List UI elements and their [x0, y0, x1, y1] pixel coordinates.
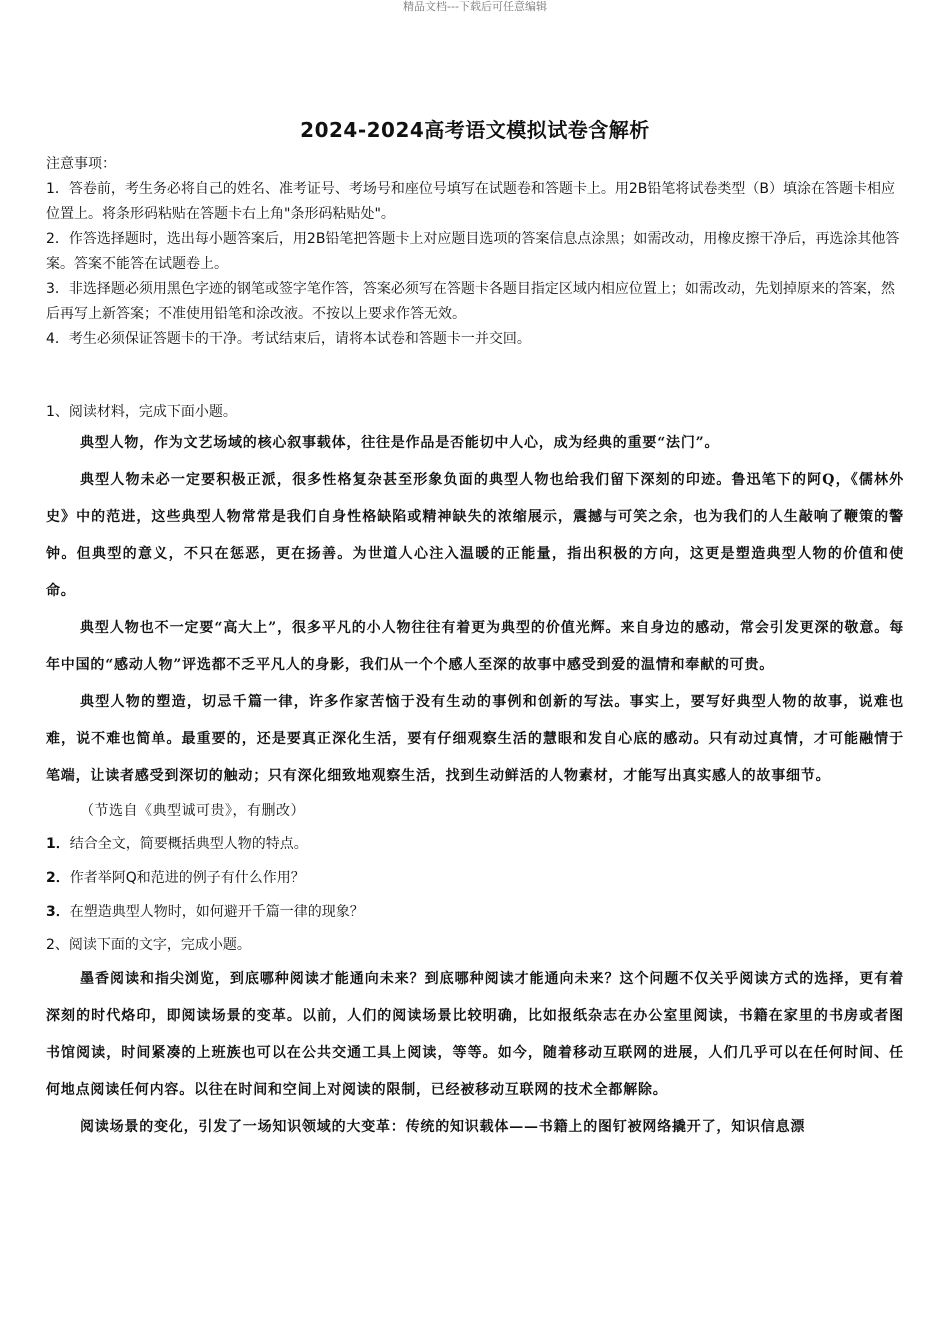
sub-question-number: 1． — [46, 836, 70, 852]
passage-paragraph: 典型人物也不一定要“高大上”，很多平凡的小人物往往有着更为典型的价值光辉。来自身边的感动，常会引发更深的敬意。每年中国的“感动人物”评选都不乏平凡人的身影，我们从一个个感人至深的故事中感受到爱的温情和奉献的可贵。 — [46, 620, 904, 673]
sub-question — [46, 861, 904, 895]
page-title: 2024-2024高考语文模拟试卷含解析 — [300, 118, 650, 142]
sub-question-text: 在塑造典型人物时，如何避开千篇一律的现象？ — [69, 904, 364, 920]
question-body — [46, 399, 904, 1146]
notice-item: 1．答卷前，考生务必将自己的姓名、准考证号、考场号和座位号填写在试题卷和答题卡上。用2B铅笔将试卷类型（B）填涂在答题卡相应位置上。将条形码粘贴在答题卡右上角"条形码粘贴处"。 — [46, 181, 896, 222]
sub-question-number: 3． — [46, 904, 70, 920]
passage-paragraph: 典型人物，作为文艺场域的核心叙事载体，往往是作品是否能切中人心，成为经典的重要“法门”。 — [80, 435, 720, 451]
question-2-heading: 2、阅读下面的文字，完成小题。 — [46, 937, 251, 953]
passage-paragraph: 阅读场景的变化，引发了一场知识领域的大变革：传统的知识载体——书籍上的图钉被网络撬开了，知识信息漂 — [80, 1119, 806, 1135]
notice-section — [46, 152, 906, 352]
notice-item: 2．作答选择题时，选出每小题答案后，用2B铅笔把答题卡上对应题目选项的答案信息点涂黑；如需改动，用橡皮擦干净后，再选涂其他答案。答案不能答在试题卷上。 — [46, 231, 900, 272]
sub-question-text: 结合全文，简要概括典型人物的特点。 — [69, 836, 308, 852]
notice-heading: 注意事项： — [46, 156, 116, 172]
notice-item: 3．非选择题必须用黑色字迹的钢笔或签字笔作答，答案必须写在答题卡各题目指定区域内相应位置上；如需改动，先划掉原来的答案，然后再写上新答案；不准使用铅笔和涂改液。不按以上要求作答无效。 — [46, 281, 895, 322]
sub-question — [46, 827, 904, 861]
watermark: 精品文档---下载后可任意编辑 — [403, 0, 547, 13]
sub-question — [46, 895, 904, 929]
notice-item: 4．考生必须保证答题卡的干净。考试结束后，请将本试卷和答题卡一并交回。 — [46, 331, 531, 347]
passage-paragraph: 墨香阅读和指尖浏览，到底哪种阅读才能通向未来？到底哪种阅读才能通向未来？这个问题不仅关乎阅读方式的选择，更有着深刻的时代烙印，即阅读场景的变革。以前，人们的阅读场景比较明确，比如报纸杂志在办公室里阅读，书籍在家里的书房或者图书馆阅读，时间紧凑的上班族也可以在公共交通工具上阅读，等等。如今，随着移动互联网的进展，人们几乎可以在任何时间、任何地点阅读任何内容。以往在时间和空间上对阅读的限制，已经被移动互联网的技术全都解除。 — [46, 971, 904, 1098]
passage-paragraph: 典型人物的塑造，切忌千篇一律，许多作家苦恼于没有生动的事例和创新的写法。事实上，要写好典型人物的故事，说难也难，说不难也简单。最重要的，还是要真正深化生活，要有仔细观察生活的慧眼和发自心底的感动。只有动过真情，才可能融情于笔端，让读者感受到深切的触动；只有深化细致地观察生活，找到生动鲜活的人物素材，才能写出真实感人的故事细节。 — [46, 694, 904, 784]
passage-source: （节选自《典型诚可贵》，有删改） — [80, 803, 305, 819]
sub-question-text: 作者举阿Q和范进的例子有什么作用？ — [69, 870, 305, 886]
sub-question-number: 2． — [46, 870, 70, 886]
question-1-heading: 1、阅读材料，完成下面小题。 — [46, 404, 237, 420]
passage-paragraph: 典型人物未必一定要积极正派，很多性格复杂甚至形象负面的典型人物也给我们留下深刻的印迹。鲁迅笔下的阿Q，《儒林外史》中的范进，这些典型人物常常是我们自身性格缺陷或精神缺失的浓缩展示，震撼与可笑之余，也为我们的人生敲响了鞭策的警钟。但典型的意义，不只在惩恶，更在扬善。为世道人心注入温暖的正能量，指出积极的方向，这更是塑造典型人物的价值和使命。 — [46, 472, 904, 599]
